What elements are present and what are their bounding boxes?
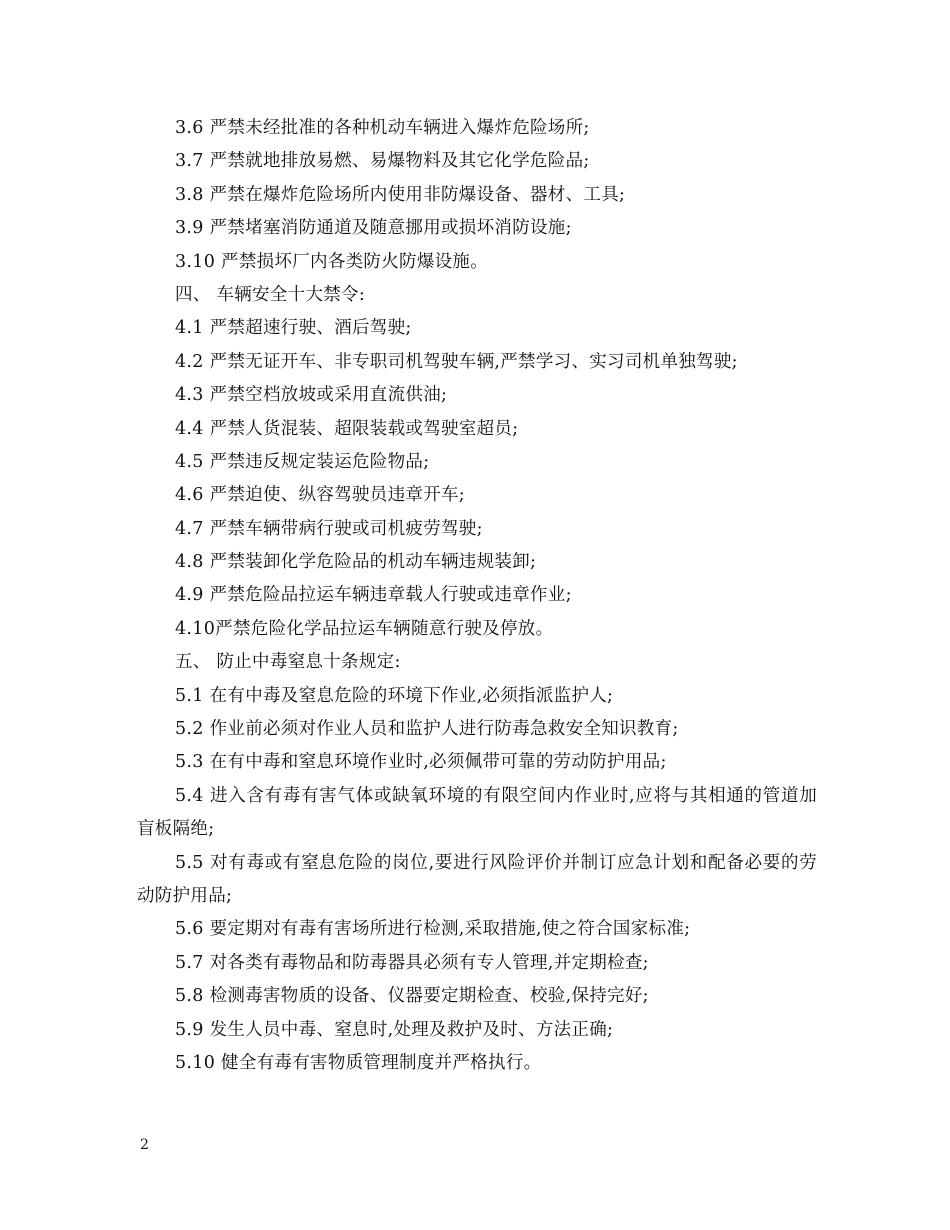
text-line: 4.5 严禁违反规定装运危险物品; [175,451,430,472]
text-line: 5.6 要定期对有毒有害场所进行检测,采取措施,使之符合国家标准; [175,919,691,940]
text-line: 4.6 严禁迫使、纵容驾驶员违章开车; [175,485,465,506]
text-line: 3.7 严禁就地排放易燃、易爆物料及其它化学危险品; [175,151,590,172]
text-line: 4.10严禁危险化学品拉运车辆随意行驶及停放。 [175,618,554,639]
text-line: 5.2 作业前必须对作业人员和监护人进行防毒急救安全知识教育; [175,719,679,740]
text-paragraph: 5.4 进入含有毒有害气体或缺氧环境的有限空间内作业时,应将与其相通的管道加盲板隔绝; [137,785,817,840]
text-line: 3.9 严禁堵塞消防通道及随意挪用或损坏消防设施; [175,218,572,239]
text-line: 5.9 发生人员中毒、窒息时,处理及救护及时、方法正确; [175,1019,614,1040]
text-line: 5.3 在有中毒和窒息环境作业时,必须佩带可靠的劳动防护用品; [175,752,667,773]
text-line: 3.8 严禁在爆炸危险场所内使用非防爆设备、器材、工具; [175,184,626,205]
text-line: 5.7 对各类有毒物品和防毒器具必须有专人管理,并定期检查; [175,952,649,973]
text-paragraph: 5.5 对有毒或有窒息危险的岗位,要进行风险评价并制订应急计划和配备必要的劳动防护用品; [137,852,817,907]
text-line: 5.8 检测毒害物质的设备、仪器要定期检查、校验,保持完好; [175,986,649,1007]
text-line: 5.10 健全有毒有害物质管理制度并严格执行。 [175,1053,542,1073]
text-line: 4.8 严禁装卸化学危险品的机动车辆违规装卸; [175,552,537,573]
text-line: 5.1 在有中毒及窒息危险的环境下作业,必须指派监护人; [175,685,614,706]
text-line: 3.10 严禁损坏厂内各类防火防爆设施。 [175,251,489,272]
document-body [137,112,817,1080]
section-heading-vehicle-safety: 四、 车辆安全十大禁令: [175,284,366,305]
text-line: 4.9 严禁危险品拉运车辆违章载人行驶或违章作业; [175,585,572,606]
section-heading-poison-prevention: 五、 防止中毒窒息十条规定: [175,652,401,673]
text-line: 4.4 严禁人货混装、超限装载或驾驶室超员; [175,418,519,439]
text-line: 3.6 严禁未经批准的各种机动车辆进入爆炸危险场所; [175,118,590,138]
page-number: 2 [140,1137,149,1153]
text-line: 4.7 严禁车辆带病行驶或司机疲劳驾驶; [175,518,483,539]
text-line: 4.3 严禁空档放坡或采用直流供油; [175,385,448,406]
text-line: 4.2 严禁无证开车、非专职司机驾驶车辆,严禁学习、实习司机单独驾驶; [175,351,738,372]
text-line: 4.1 严禁超速行驶、酒后驾驶; [175,318,412,339]
